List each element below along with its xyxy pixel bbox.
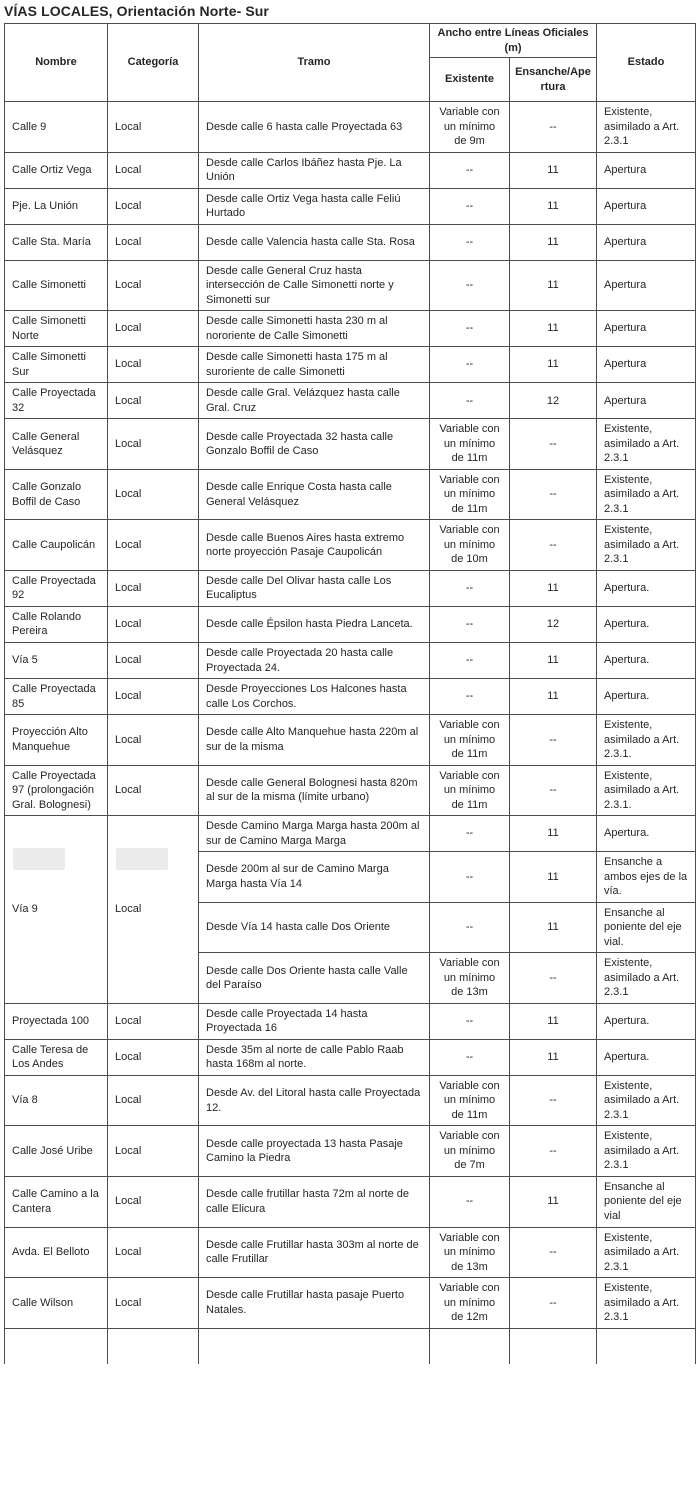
ensanche-cell: 11 xyxy=(510,188,597,224)
ensanche-cell: 11 xyxy=(510,347,597,383)
tramo-cell: Desde calle Gral. Velázquez hasta calle Gral. Cruz xyxy=(199,383,430,419)
name-cell: Calle Proyectada 32 xyxy=(5,383,108,419)
partial-cell xyxy=(597,1328,696,1364)
estado-cell: Apertura. xyxy=(597,606,696,642)
name-cell: Proyectada 100 xyxy=(5,1003,108,1039)
category-cell: Local xyxy=(108,347,199,383)
ensanche-cell: -- xyxy=(510,419,597,470)
ensanche-cell: 11 xyxy=(510,311,597,347)
redaction-box xyxy=(116,848,168,870)
estado-cell: Apertura. xyxy=(597,642,696,678)
table-row xyxy=(5,1126,696,1177)
category-cell: Local xyxy=(108,642,199,678)
estado-cell: Apertura xyxy=(597,260,696,311)
ensanche-cell: 11 xyxy=(510,642,597,678)
table-row xyxy=(5,642,696,678)
ensanche-cell: 11 xyxy=(510,224,597,260)
ensanche-cell: -- xyxy=(510,520,597,571)
ensanche-cell: -- xyxy=(510,469,597,520)
ensanche-cell: -- xyxy=(510,102,597,153)
existente-cell: -- xyxy=(430,902,510,953)
table-row xyxy=(5,765,696,816)
name-cell: Calle Proyectada 85 xyxy=(5,679,108,715)
ensanche-cell: -- xyxy=(510,1227,597,1278)
tramo-cell: Desde calle Frutillar hasta 303m al norte de calle Frutillar xyxy=(199,1227,430,1278)
name-cell: Calle Caupolicán xyxy=(5,520,108,571)
existente-cell: -- xyxy=(430,642,510,678)
table-row xyxy=(5,311,696,347)
existente-cell: Variable con un mínimo de 11m xyxy=(430,765,510,816)
existente-cell: -- xyxy=(430,679,510,715)
table-row xyxy=(5,715,696,766)
estado-cell: Apertura. xyxy=(597,570,696,606)
table-body xyxy=(5,102,696,1365)
tramo-cell: Desde calle Del Olivar hasta calle Los Eucaliptus xyxy=(199,570,430,606)
table-row xyxy=(5,520,696,571)
existente-cell: -- xyxy=(430,570,510,606)
category-cell: Local xyxy=(108,1126,199,1177)
header-ensanche-apertura: Ensanche/Apertura xyxy=(510,58,597,102)
name-cell: Vía 9 xyxy=(5,816,108,1004)
existente-cell: -- xyxy=(430,224,510,260)
estado-cell: Existente, asimilado a Art. 2.3.1 xyxy=(597,1227,696,1278)
table-row xyxy=(5,383,696,419)
category-cell: Local xyxy=(108,715,199,766)
tramo-cell: Desde Av. del Litoral hasta calle Proyectada 12. xyxy=(199,1075,430,1126)
category-cell: Local xyxy=(108,1278,199,1329)
estado-cell: Existente, asimilado a Art. 2.3.1 xyxy=(597,953,696,1004)
existente-cell: Variable con un mínimo de 11m xyxy=(430,1075,510,1126)
category-cell: Local xyxy=(108,469,199,520)
table-row xyxy=(5,606,696,642)
partial-cell xyxy=(108,1328,199,1364)
ensanche-cell: 12 xyxy=(510,383,597,419)
tramo-cell: Desde calle Carlos Ibáñez hasta Pje. La Unión xyxy=(199,152,430,188)
estado-cell: Apertura. xyxy=(597,1003,696,1039)
category-cell: Local xyxy=(108,383,199,419)
name-cell: Vía 5 xyxy=(5,642,108,678)
estado-cell: Existente, asimilado a Art. 2.3.1 xyxy=(597,1075,696,1126)
existente-cell: Variable con un mínimo de 13m xyxy=(430,1227,510,1278)
table-row xyxy=(5,188,696,224)
header-estado: Estado xyxy=(597,24,696,102)
category-cell: Local xyxy=(108,1227,199,1278)
table-row xyxy=(5,469,696,520)
estado-cell: Apertura. xyxy=(597,816,696,852)
estado-cell: Apertura xyxy=(597,224,696,260)
estado-cell: Existente, asimilado a Art. 2.3.1 xyxy=(597,520,696,571)
tramo-cell: Desde calle frutillar hasta 72m al norte de calle Elicura xyxy=(199,1176,430,1227)
name-cell: Calle Simonetti Sur xyxy=(5,347,108,383)
existente-cell: -- xyxy=(430,606,510,642)
estado-cell: Existente, asimilado a Art. 2.3.1 xyxy=(597,1278,696,1329)
tramo-cell: Desde calle Épsilon hasta Piedra Lanceta. xyxy=(199,606,430,642)
table-row xyxy=(5,1039,696,1075)
existente-cell: -- xyxy=(430,852,510,903)
name-cell: Calle Camino a la Cantera xyxy=(5,1176,108,1227)
tramo-cell: Desde 200m al sur de Camino Marga Marga hasta Vía 14 xyxy=(199,852,430,903)
ensanche-cell: -- xyxy=(510,1278,597,1329)
category-cell: Local xyxy=(108,679,199,715)
name-cell: Calle José Uribe xyxy=(5,1126,108,1177)
existente-cell: Variable con un mínimo de 11m xyxy=(430,715,510,766)
partial-cell xyxy=(199,1328,430,1364)
existente-cell: -- xyxy=(430,816,510,852)
category-cell: Local xyxy=(108,1003,199,1039)
category-cell: Local xyxy=(108,520,199,571)
table-row xyxy=(5,1075,696,1126)
page-title: VÍAS LOCALES, Orientación Norte- Sur xyxy=(4,3,269,19)
ensanche-cell: 11 xyxy=(510,902,597,953)
category-cell: Local xyxy=(108,606,199,642)
tramo-cell: Desde Proyecciones Los Halcones hasta calle Los Corchos. xyxy=(199,679,430,715)
table-row xyxy=(5,347,696,383)
tramo-cell: Desde calle Simonetti hasta 175 m al suroriente de calle Simonetti xyxy=(199,347,430,383)
tramo-cell: Desde calle 6 hasta calle Proyectada 63 xyxy=(199,102,430,153)
tramo-cell: Desde calle Dos Oriente hasta calle Valle del Paraíso xyxy=(199,953,430,1004)
estado-cell: Ensanche al poniente del eje vial xyxy=(597,1176,696,1227)
partial-cell xyxy=(430,1328,510,1364)
partial-row xyxy=(5,1328,696,1364)
name-cell: Pje. La Unión xyxy=(5,188,108,224)
category-cell: Local xyxy=(108,1075,199,1126)
existente-cell: Variable con un mínimo de 9m xyxy=(430,102,510,153)
category-cell: Local xyxy=(108,260,199,311)
existente-cell: -- xyxy=(430,188,510,224)
existente-cell: -- xyxy=(430,311,510,347)
tramo-cell: Desde Camino Marga Marga hasta 200m al sur de Camino Marga Marga xyxy=(199,816,430,852)
tramo-cell: Desde Vía 14 hasta calle Dos Oriente xyxy=(199,902,430,953)
category-cell: Local xyxy=(108,816,199,1004)
table-row xyxy=(5,419,696,470)
category-cell: Local xyxy=(108,570,199,606)
category-cell: Local xyxy=(108,224,199,260)
name-cell: Calle Ortiz Vega xyxy=(5,152,108,188)
category-cell: Local xyxy=(108,102,199,153)
name-cell: Calle 9 xyxy=(5,102,108,153)
name-cell: Calle Rolando Pereira xyxy=(5,606,108,642)
existente-cell: Variable con un mínimo de 11m xyxy=(430,419,510,470)
ensanche-cell: -- xyxy=(510,953,597,1004)
ensanche-cell: -- xyxy=(510,765,597,816)
ensanche-cell: 11 xyxy=(510,152,597,188)
name-cell: Vía 8 xyxy=(5,1075,108,1126)
tramo-cell: Desde calle Valencia hasta calle Sta. Rosa xyxy=(199,224,430,260)
tramo-cell: Desde calle Frutillar hasta pasaje Puerto Natales. xyxy=(199,1278,430,1329)
tramo-cell: Desde calle General Bolognesi hasta 820m al sur de la misma (límite urbano) xyxy=(199,765,430,816)
ensanche-cell: -- xyxy=(510,715,597,766)
category-cell: Local xyxy=(108,419,199,470)
name-cell: Avda. El Belloto xyxy=(5,1227,108,1278)
estado-cell: Apertura xyxy=(597,383,696,419)
existente-cell: Variable con un mínimo de 7m xyxy=(430,1126,510,1177)
existente-cell: -- xyxy=(430,1176,510,1227)
partial-cell xyxy=(510,1328,597,1364)
redaction-box xyxy=(13,848,65,870)
ensanche-cell: 11 xyxy=(510,1176,597,1227)
header-tramo: Tramo xyxy=(199,24,430,102)
estado-cell: Existente, asimilado a Art. 2.3.1 xyxy=(597,102,696,153)
category-cell: Local xyxy=(108,765,199,816)
category-cell: Local xyxy=(108,311,199,347)
tramo-cell: Desde 35m al norte de calle Pablo Raab hasta 168m al norte. xyxy=(199,1039,430,1075)
ensanche-cell: 11 xyxy=(510,1003,597,1039)
partial-cell xyxy=(5,1328,108,1364)
table-row xyxy=(5,570,696,606)
ensanche-cell: 11 xyxy=(510,570,597,606)
name-cell: Calle General Velásquez xyxy=(5,419,108,470)
table-row xyxy=(5,152,696,188)
existente-cell: Variable con un mínimo de 10m xyxy=(430,520,510,571)
name-cell: Calle Sta. María xyxy=(5,224,108,260)
estado-cell: Ensanche a ambos ejes de la vía. xyxy=(597,852,696,903)
existente-cell: -- xyxy=(430,1003,510,1039)
category-cell: Local xyxy=(108,152,199,188)
category-cell: Local xyxy=(108,1039,199,1075)
ensanche-cell: 11 xyxy=(510,1039,597,1075)
header-categoria: Categoría xyxy=(108,24,199,102)
estado-cell: Existente, asimilado a Art. 2.3.1. xyxy=(597,715,696,766)
vias-locales-table xyxy=(4,23,696,1364)
tramo-cell: Desde calle Simonetti hasta 230 m al nororiente de Calle Simonetti xyxy=(199,311,430,347)
category-cell: Local xyxy=(108,188,199,224)
name-cell: Calle Wilson xyxy=(5,1278,108,1329)
table-row xyxy=(5,224,696,260)
existente-cell: Variable con un mínimo de 11m xyxy=(430,469,510,520)
existente-cell: -- xyxy=(430,347,510,383)
estado-cell: Existente, asimilado a Art. 2.3.1 xyxy=(597,419,696,470)
name-cell: Calle Proyectada 92 xyxy=(5,570,108,606)
estado-cell: Apertura. xyxy=(597,679,696,715)
estado-cell: Apertura xyxy=(597,152,696,188)
header-ancho-group: Ancho entre Líneas Oficiales (m) xyxy=(430,24,597,58)
table-row xyxy=(5,1176,696,1227)
ensanche-cell: 11 xyxy=(510,852,597,903)
estado-cell: Existente, asimilado a Art. 2.3.1. xyxy=(597,765,696,816)
tramo-cell: Desde calle Alto Manquehue hasta 220m al sur de la misma xyxy=(199,715,430,766)
name-cell: Calle Gonzalo Boffil de Caso xyxy=(5,469,108,520)
name-cell: Calle Simonetti xyxy=(5,260,108,311)
tramo-cell: Desde calle Proyectada 14 hasta Proyectada 16 xyxy=(199,1003,430,1039)
existente-cell: Variable con un mínimo de 12m xyxy=(430,1278,510,1329)
table-row xyxy=(5,1227,696,1278)
existente-cell: -- xyxy=(430,152,510,188)
estado-cell: Existente, asimilado a Art. 2.3.1 xyxy=(597,1126,696,1177)
name-cell: Calle Proyectada 97 (prolongación Gral. Bolognesi) xyxy=(5,765,108,816)
name-cell: Calle Simonetti Norte xyxy=(5,311,108,347)
tramo-cell: Desde calle proyectada 13 hasta Pasaje Camino la Piedra xyxy=(199,1126,430,1177)
estado-cell: Existente, asimilado a Art. 2.3.1 xyxy=(597,469,696,520)
table-header xyxy=(5,24,696,102)
name-cell: Calle Teresa de Los Andes xyxy=(5,1039,108,1075)
existente-cell: -- xyxy=(430,260,510,311)
estado-cell: Apertura xyxy=(597,188,696,224)
tramo-cell: Desde calle Ortiz Vega hasta calle Feliú Hurtado xyxy=(199,188,430,224)
ensanche-cell: 12 xyxy=(510,606,597,642)
existente-cell: Variable con un mínimo de 13m xyxy=(430,953,510,1004)
table-row xyxy=(5,102,696,153)
ensanche-cell: 11 xyxy=(510,816,597,852)
existente-cell: -- xyxy=(430,383,510,419)
table-row xyxy=(5,260,696,311)
tramo-cell: Desde calle General Cruz hasta intersección de Calle Simonetti norte y Simonetti sur xyxy=(199,260,430,311)
tramo-cell: Desde calle Proyectada 20 hasta calle Proyectada 24. xyxy=(199,642,430,678)
estado-cell: Apertura xyxy=(597,347,696,383)
tramo-cell: Desde calle Buenos Aires hasta extremo norte proyección Pasaje Caupolicán xyxy=(199,520,430,571)
header-existente: Existente xyxy=(430,58,510,102)
table-row xyxy=(5,679,696,715)
estado-cell: Ensanche al poniente del eje vial. xyxy=(597,902,696,953)
table-row xyxy=(5,1278,696,1329)
header-nombre: Nombre xyxy=(5,24,108,102)
name-cell: Proyección Alto Manquehue xyxy=(5,715,108,766)
ensanche-cell: -- xyxy=(510,1126,597,1177)
tramo-cell: Desde calle Proyectada 32 hasta calle Gonzalo Boffil de Caso xyxy=(199,419,430,470)
tramo-cell: Desde calle Enrique Costa hasta calle General Velásquez xyxy=(199,469,430,520)
ensanche-cell: -- xyxy=(510,1075,597,1126)
ensanche-cell: 11 xyxy=(510,260,597,311)
category-cell: Local xyxy=(108,1176,199,1227)
ensanche-cell: 11 xyxy=(510,679,597,715)
table-row xyxy=(5,816,696,852)
estado-cell: Apertura xyxy=(597,311,696,347)
existente-cell: -- xyxy=(430,1039,510,1075)
estado-cell: Apertura. xyxy=(597,1039,696,1075)
table-row xyxy=(5,1003,696,1039)
